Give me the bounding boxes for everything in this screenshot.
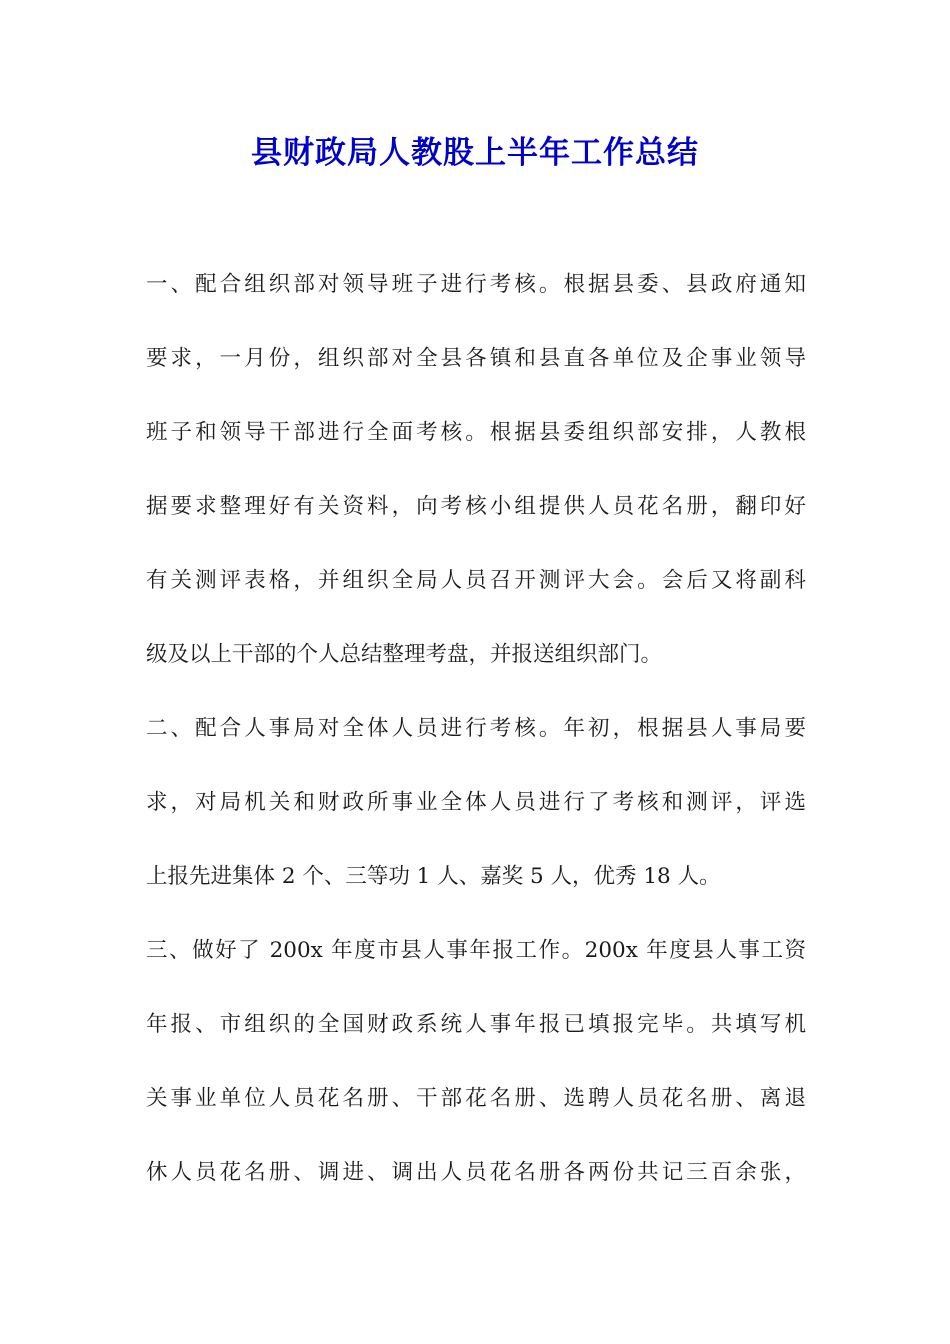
body-line: 要求，一月份，组织部对全县各镇和县直各单位及企事业领导: [146, 346, 806, 371]
body-line: 上报先进集体 2 个、三等功 1 人、嘉奖 5 人，优秀 18 人。: [146, 864, 721, 889]
body-line: 年报、市组织的全国财政系统人事年报已填报完毕。共填写机: [146, 1012, 806, 1037]
body-line: 求，对局机关和财政所事业全体人员进行了考核和测评，评选: [146, 790, 806, 815]
body-line: 休人员花名册、调进、调出人员花名册各两份共记三百余张，: [146, 1160, 806, 1185]
body-line: 二、配合人事局对全体人员进行考核。年初，根据县人事局要: [146, 716, 806, 741]
body-line: 一、配合组织部对领导班子进行考核。根据县委、县政府通知: [146, 272, 806, 297]
body-line: 三、做好了 200x 年度市县人事年报工作。200x 年度县人事工资: [146, 938, 806, 963]
body-line: 级及以上干部的个人总结整理考盘，并报送组织部门。: [146, 642, 663, 667]
body-line: 据要求整理好有关资料，向考核小组提供人员花名册，翻印好: [146, 494, 806, 519]
body-line: 关事业单位人员花名册、干部花名册、选聘人员花名册、离退: [146, 1086, 806, 1111]
document-body: [146, 266, 806, 1228]
body-line: 班子和领导干部进行全面考核。根据县委组织部安排，人教根: [146, 420, 806, 445]
document-title: 县财政局人教股上半年工作总结: [251, 135, 699, 171]
body-line: 有关测评表格，并组织全局人员召开测评大会。会后又将副科: [146, 568, 806, 593]
